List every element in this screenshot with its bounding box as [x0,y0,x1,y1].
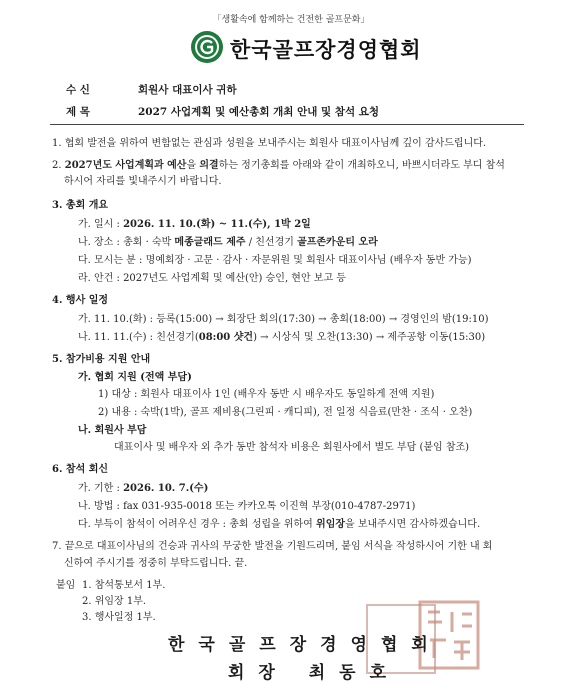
section-6-title: 6. 참석 회신 [52,464,109,475]
attachment-item: 1. 참석통보서 1부. [82,580,166,591]
subject-label: 제 목 [66,106,90,118]
paragraph-7: 7. 끝으로 대표이사님의 건승과 귀사의 무궁한 발전을 기원드리며, 붙임 서식을 작성하시어 기한 내 회 [52,541,493,552]
schedule-day-1: 가. 11. 10.(화) : 등록(15:00) → 회장단 회의(17:30) → 총회(18:00) → 경영인의 밤(19:10) [78,314,489,325]
section-5-title: 5. 참가비용 지원 안내 [52,354,151,365]
subject-value: 2027 사업계획 및 예산총회 개최 안내 및 참석 요청 [138,106,380,118]
paragraph-7-cont: 신하여 주시기를 정중히 부탁드립니다. 끝. [64,558,248,569]
slogan: 「생활속에 함께하는 건전한 골프문화」 [212,15,370,25]
attachment-item: 3. 행사일정 1부. [82,612,156,623]
divider [50,124,524,125]
meeting-guests: 다. 모시는 분 : 명예회장 · 고문 · 감사 · 자문위원 및 회원사 대표이사님 (배우자 동반 가능) [78,255,472,266]
support-association: 가. 협회 지원 (전액 부담) [78,372,192,383]
paragraph-2-cont: 하시어 자리를 빛내주시기 바랍니다. [64,176,222,187]
support-target: 1) 대상 : 회원사 대표이사 1인 (배우자 동반 시 배우자도 동일하게 전액 지원) [98,389,435,400]
reply-proxy: 다. 부득이 참석이 어려우신 경우 : 총회 성립을 위하여 위임장을 보내주시면 감사하겠습니다. [78,519,481,530]
support-member: 나. 회원사 부담 [78,425,147,436]
support-contents: 2) 내용 : 숙박(1박), 골프 제비용(그린피 · 캐디피), 전 일정 식음료(만찬 · 조식 · 오찬) [98,407,473,418]
schedule-day-2: 나. 11. 11.(수) : 친선경기(08:00 샷건) → 시상식 및 오찬(13:30) → 제주공항 이동(15:30) [78,332,486,343]
paragraph-1: 1. 협회 발전을 위하여 변함없는 관심과 성원을 보내주시는 회원사 대표이사님께 깊이 감사드립니다. [52,138,487,149]
to-value: 회원사 대표이사 귀하 [138,84,237,96]
signature-org: 한국골프장경영협회 [168,635,442,655]
to-label: 수 신 [66,84,90,96]
meeting-date: 가. 일시 : 2026. 11. 10.(화) ~ 11.(수), 1박 2일 [78,219,311,230]
attachment-item: 2. 위임장 1부. [82,596,147,607]
meeting-agenda: 라. 안건 : 2027년도 사업계획 및 예산(안) 승인, 현안 보고 등 [78,273,346,284]
meeting-venue: 나. 장소 : 총회 · 숙박 메종글래드 제주 / 친선경기 골프존카운티 오라 [78,237,378,248]
org-title: 한국골프장경영협회 [230,38,422,62]
reply-method: 나. 방법 : fax 031-935-0018 또는 카카오톡 이진혁 부장(010-4787-2971) [78,501,416,512]
section-4-title: 4. 행사 일정 [52,295,109,306]
paragraph-2: 2. 2027년도 사업계획과 예산을 의결하는 정기총회를 아래와 같이 개최하오니, 바쁘시더라도 부디 참석 [52,160,505,171]
support-member-detail: 대표이사 및 배우자 외 추가 동반 참석자 비용은 회원사에서 별도 부담 (붙임 참조) [114,442,470,453]
signature-name: 회장 최동호 [228,663,401,683]
section-3-title: 3. 총회 개요 [52,200,109,211]
association-logo-icon [190,30,224,64]
reply-deadline: 가. 기한 : 2026. 10. 7.(수) [78,483,209,494]
attachments-label: 붙임 [56,580,76,591]
